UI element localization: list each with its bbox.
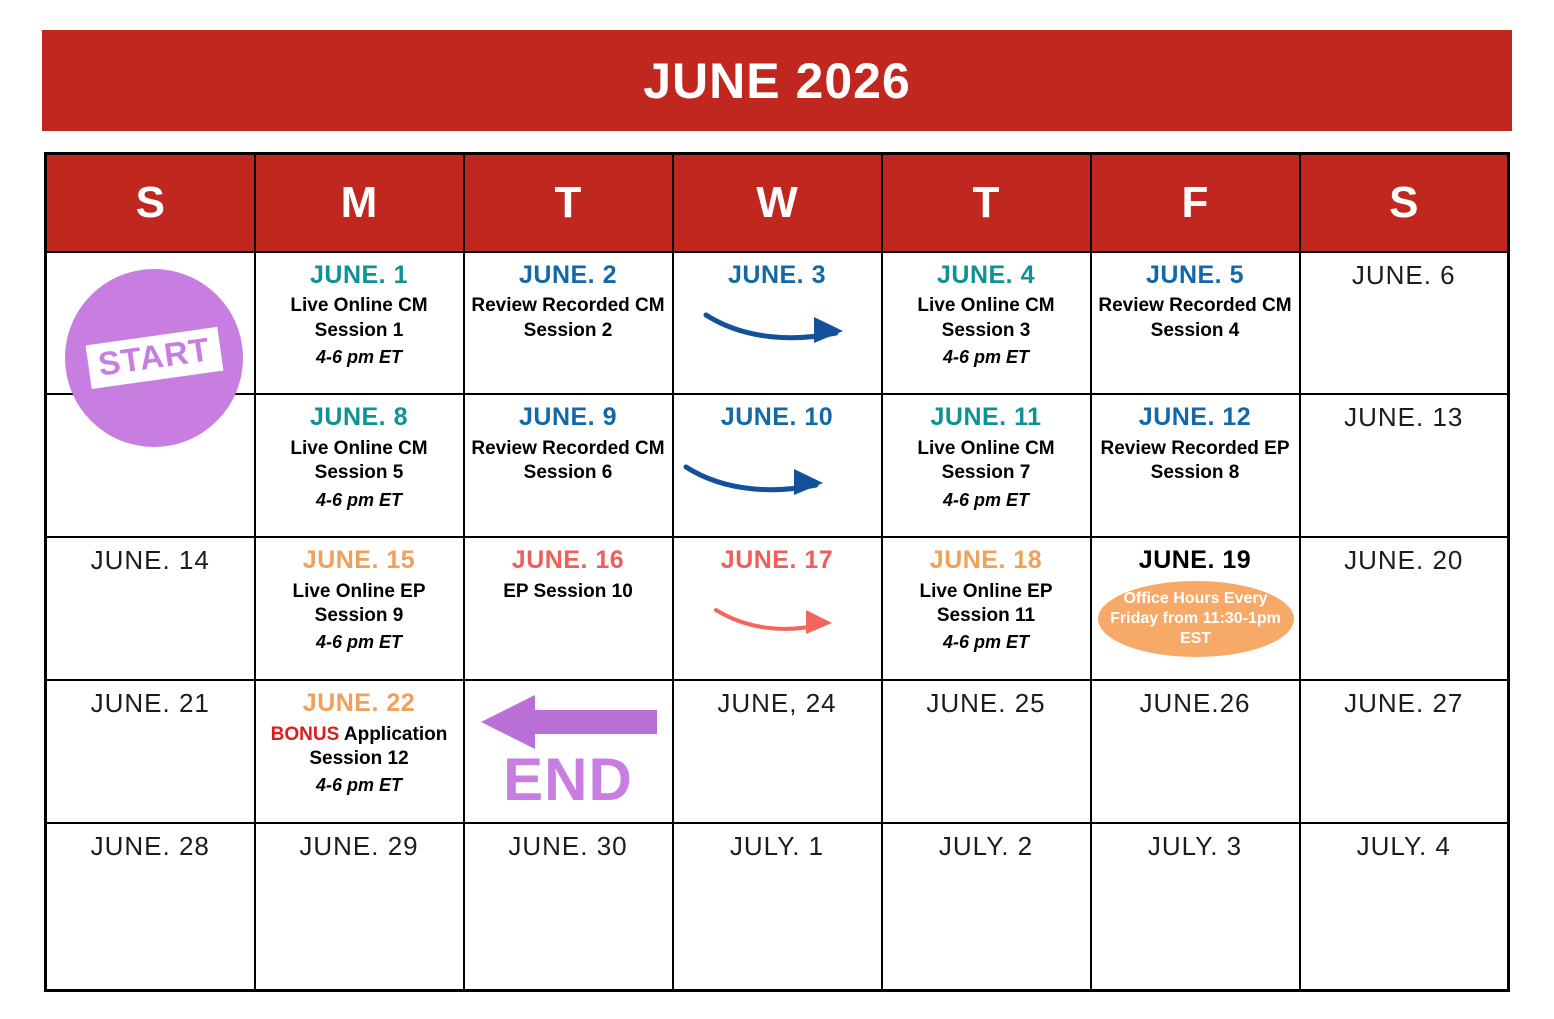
calendar-week-row	[46, 680, 1509, 823]
day-number: JUNE. 8	[310, 403, 408, 432]
day-description: Live Online CM Session 7	[917, 438, 1055, 484]
day-cell-content	[465, 681, 672, 822]
day-description: Live Online CM Session 1	[290, 295, 428, 341]
day-description: Live Online EP Session 11	[919, 580, 1053, 627]
day-cell-content	[256, 253, 463, 394]
day-number: JUNE. 25	[926, 687, 1046, 718]
day-number: JULY. 2	[938, 830, 1034, 861]
day-cell-content	[1301, 824, 1508, 990]
day-cell-content	[883, 824, 1090, 990]
calendar-day-cell[interactable]	[46, 394, 255, 537]
day-number: JUNE. 1	[310, 260, 408, 289]
calendar-body	[46, 252, 1509, 991]
day-cell-content	[674, 681, 881, 822]
calendar-day-cell[interactable]	[1300, 537, 1509, 680]
weekday-header-wed: W	[673, 154, 882, 252]
day-description: Review Recorded CM Session 2	[471, 295, 665, 341]
day-cell-content	[465, 538, 672, 679]
day-description: Live Online CM Session 5	[290, 438, 428, 484]
weekday-header-tue: T	[464, 154, 673, 252]
day-cell-content	[47, 681, 254, 822]
calendar-day-cell[interactable]	[46, 252, 255, 395]
calendar-day-cell[interactable]	[255, 680, 464, 823]
day-number: JUNE. 2	[519, 260, 617, 289]
day-description: EP Session 10	[503, 580, 633, 602]
day-number: JUNE. 21	[90, 687, 210, 718]
day-number: JUNE. 11	[930, 403, 1042, 432]
day-number: JUNE. 14	[90, 545, 210, 575]
weekday-header-sat: S	[1300, 154, 1509, 252]
weekday-header-thu: T	[882, 154, 1091, 252]
day-cell-content	[47, 253, 254, 394]
calendar-day-cell[interactable]	[882, 537, 1091, 680]
blue-arrow-icon	[702, 305, 852, 351]
calendar-day-cell[interactable]	[882, 252, 1091, 395]
calendar-day-cell[interactable]	[1091, 252, 1300, 395]
day-number: JUNE. 27	[1344, 687, 1464, 718]
calendar-day-cell[interactable]	[1300, 823, 1509, 991]
start-label: START	[85, 326, 222, 388]
calendar-day-cell[interactable]	[1300, 680, 1509, 823]
day-description: Live Online EP Session 9	[292, 580, 426, 627]
calendar-day-cell[interactable]	[464, 537, 673, 680]
day-cell-content	[256, 395, 463, 536]
day-number: JUNE. 22	[302, 688, 416, 717]
red-arrow-1	[674, 600, 881, 640]
weekday-header-mon: M	[255, 154, 464, 252]
day-number: JUNE. 15	[302, 546, 416, 574]
day-number: JUNE. 19	[1138, 546, 1252, 574]
calendar-grid	[44, 152, 1510, 992]
calendar-day-cell[interactable]	[882, 680, 1091, 823]
day-number: JUNE. 18	[929, 546, 1043, 574]
calendar-day-cell[interactable]	[1091, 823, 1300, 991]
red-arrow-icon	[712, 600, 842, 640]
day-number: JUNE. 6	[1351, 259, 1456, 290]
calendar-day-cell[interactable]	[1091, 394, 1300, 537]
day-number: JUNE. 3	[728, 260, 826, 289]
day-cell-content	[256, 824, 463, 990]
day-cell-content	[883, 538, 1090, 679]
calendar-week-row	[46, 537, 1509, 680]
month-title-banner	[42, 30, 1512, 131]
day-cell-content	[883, 681, 1090, 822]
calendar-day-cell[interactable]	[882, 394, 1091, 537]
day-cell-content	[1092, 395, 1299, 536]
day-description: Review Recorded EP Session 8	[1100, 438, 1290, 484]
day-cell-content	[1092, 681, 1299, 822]
day-cell-content	[256, 681, 463, 822]
day-cell-content	[465, 253, 672, 394]
day-number: JULY. 4	[1356, 830, 1451, 861]
day-number: JUNE. 5	[1146, 260, 1244, 289]
day-number: JUNE. 9	[519, 403, 617, 432]
calendar-day-cell[interactable]	[673, 680, 882, 823]
calendar-day-cell[interactable]	[673, 823, 882, 991]
page-title: JUNE 2026	[643, 52, 911, 109]
day-number: JUNE. 29	[299, 830, 419, 861]
blue-arrow-icon	[682, 457, 832, 503]
purple-left-arrow-icon	[473, 693, 663, 751]
day-description: Review Recorded CM Session 6	[471, 438, 665, 484]
day-number: JUNE. 10	[720, 403, 834, 432]
calendar-day-cell[interactable]	[255, 394, 464, 537]
day-cell-content	[1301, 681, 1508, 822]
day-cell-content	[883, 253, 1090, 394]
calendar-day-cell[interactable]	[464, 680, 673, 823]
calendar-day-cell[interactable]	[46, 823, 255, 991]
weekday-header-fri: F	[1091, 154, 1300, 252]
day-number: JULY. 3	[1147, 830, 1243, 861]
calendar-day-cell[interactable]	[1300, 252, 1509, 395]
day-cell-content	[1301, 253, 1508, 394]
calendar-day-cell[interactable]	[255, 823, 464, 991]
day-cell-content	[674, 824, 881, 990]
day-number: JUNE. 4	[937, 260, 1035, 289]
day-time: 4-6 pm ET	[942, 632, 1030, 653]
calendar-week-row	[46, 823, 1509, 991]
day-number: JUNE. 13	[1344, 402, 1464, 433]
day-time: 4-6 pm ET	[315, 632, 403, 653]
day-number: JUNE. 16	[511, 546, 625, 574]
day-cell-content	[47, 824, 254, 990]
day-number: JUNE. 20	[1344, 545, 1464, 575]
day-description: Live Online CM Session 3	[917, 295, 1055, 341]
calendar-week-row	[46, 394, 1509, 537]
day-time: 4-6 pm ET	[942, 489, 1030, 510]
calendar-day-cell[interactable]	[1300, 394, 1509, 537]
day-cell-content	[1301, 538, 1508, 679]
calendar-day-cell[interactable]	[882, 823, 1091, 991]
calendar-week-row	[46, 252, 1509, 395]
day-number: JUNE, 24	[717, 687, 837, 718]
day-number: JUNE. 17	[720, 546, 834, 574]
day-description: BONUS Application Session 12	[270, 723, 448, 769]
day-time: 4-6 pm ET	[315, 489, 403, 510]
calendar-day-cell[interactable]	[46, 537, 255, 680]
calendar-day-cell[interactable]	[255, 537, 464, 680]
calendar-day-cell[interactable]	[1091, 537, 1300, 680]
day-cell-content	[47, 395, 254, 536]
calendar-day-cell[interactable]	[255, 252, 464, 395]
day-description: Review Recorded CM Session 4	[1098, 295, 1292, 341]
day-time: 4-6 pm ET	[315, 346, 403, 367]
calendar-day-cell[interactable]	[464, 252, 673, 395]
day-number: JUNE. 12	[1138, 403, 1252, 432]
day-number: JULY. 1	[729, 830, 825, 861]
day-cell-content	[674, 253, 881, 394]
blue-arrow-1	[674, 305, 881, 351]
end-arrow-row	[471, 695, 666, 749]
end-marker	[471, 689, 666, 818]
blue-arrow-2	[634, 457, 881, 503]
day-cell-content	[674, 395, 881, 536]
weekday-header-sun: S	[46, 154, 255, 252]
calendar-day-cell[interactable]	[1091, 680, 1300, 823]
day-number: JUNE. 28	[90, 830, 210, 861]
day-number: JUNE. 30	[508, 830, 628, 861]
day-cell-content	[256, 538, 463, 679]
day-number: JUNE.26	[1139, 687, 1251, 718]
day-cell-content	[1092, 253, 1299, 394]
calendar-day-cell[interactable]	[673, 252, 882, 395]
day-cell-content	[883, 395, 1090, 536]
calendar-day-cell[interactable]	[673, 394, 882, 537]
day-cell-content	[1092, 824, 1299, 990]
day-time: 4-6 pm ET	[315, 775, 403, 796]
bonus-label: BONUS	[270, 723, 340, 745]
calendar-day-cell[interactable]	[673, 537, 882, 680]
weekday-header-row	[46, 154, 1509, 252]
day-cell-content	[1301, 395, 1508, 536]
calendar-day-cell[interactable]	[464, 823, 673, 991]
end-label: END	[503, 745, 633, 813]
day-cell-content	[674, 538, 881, 679]
calendar-day-cell[interactable]	[46, 680, 255, 823]
day-cell-content	[465, 824, 672, 990]
day-time: 4-6 pm ET	[942, 346, 1030, 367]
office-hours-badge: Office Hours Every Friday from 11:30-1pm EST	[1098, 581, 1294, 657]
day-cell-content	[1092, 538, 1299, 679]
day-cell-content	[47, 538, 254, 679]
